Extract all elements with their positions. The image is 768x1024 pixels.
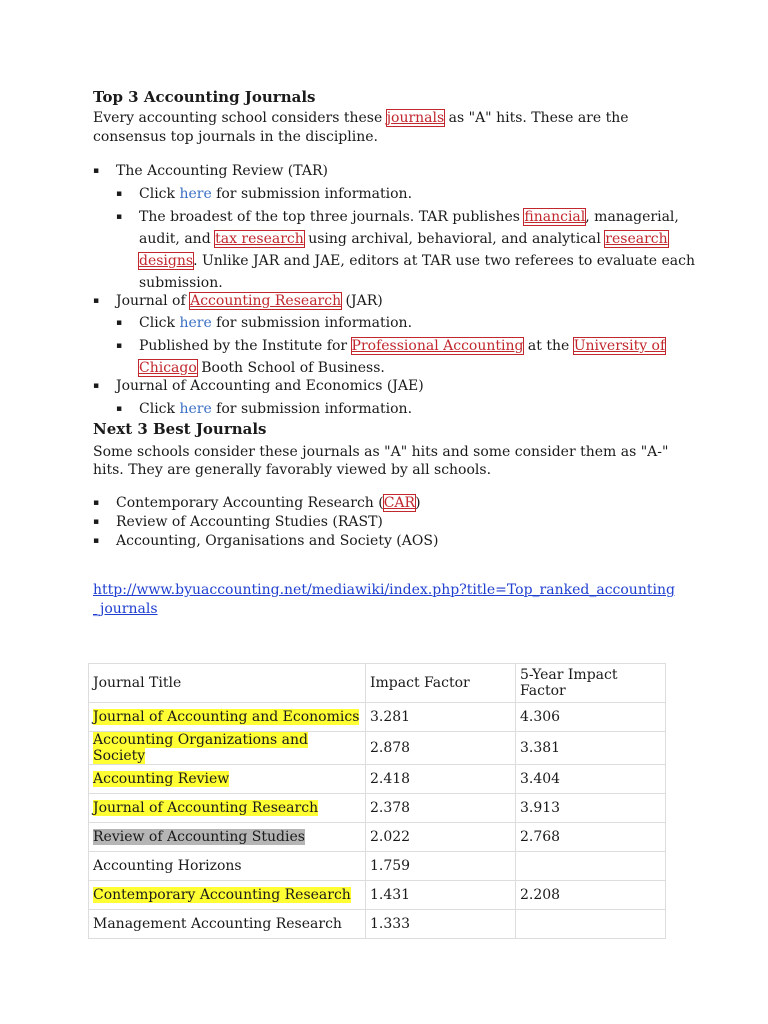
table-row [89, 852, 666, 881]
five-year-impact-cell: 2.208 [516, 881, 666, 910]
next3-intro-line-2: hits. They are generally favorably viewed by all schools. [93, 462, 492, 478]
heading-next-3: Next 3 Best Journals [93, 420, 267, 438]
tar-submission-line: Click here for submission information. [139, 186, 413, 202]
table-row [89, 703, 666, 732]
tar-desc-line-3: designs. Unlike JAR and JAE, editors at TAR use two referees to evaluate each [139, 253, 696, 269]
list-item-car: Contemporary Accounting Research (CAR) [116, 495, 421, 511]
tar-desc-line-2: audit, and tax research using archival, behavioral, and analytical research [139, 231, 668, 247]
jar-desc-line-2: Chicago Booth School of Business. [139, 360, 385, 376]
intro-line-2: consensus top journals in the discipline. [93, 129, 378, 145]
bullet-icon: ▪ [116, 404, 123, 414]
tar-desc-line-4: submission. [139, 275, 223, 291]
impact-factor-cell: 1.333 [366, 910, 516, 939]
header-journal-title: Journal Title [89, 664, 366, 703]
impact-factor-cell: 2.418 [366, 765, 516, 794]
impact-factor-table [88, 663, 666, 939]
jae-here-link[interactable]: here [179, 401, 212, 417]
impact-factor-cell: 2.878 [366, 732, 516, 765]
journal-title-cell: Accounting Horizons [93, 858, 242, 874]
jar-here-link[interactable]: here [179, 315, 212, 331]
journal-title-cell: Management Accounting Research [93, 916, 342, 932]
journals-link[interactable]: journals [386, 110, 445, 126]
list-item-rast: Review of Accounting Studies (RAST) [116, 514, 383, 530]
research-link[interactable]: research [605, 231, 668, 247]
bullet-icon: ▪ [116, 318, 123, 328]
bullet-icon: ▪ [116, 212, 123, 222]
journal-title-cell: Journal of Accounting and Economics [93, 709, 360, 725]
five-year-impact-cell: 4.306 [516, 703, 666, 732]
bullet-icon: ▪ [93, 296, 100, 306]
five-year-impact-cell: 3.404 [516, 765, 666, 794]
bullet-icon: ▪ [93, 517, 100, 527]
journal-title-cell: Accounting Review [93, 771, 230, 787]
list-item-tar: The Accounting Review (TAR) [116, 163, 328, 179]
impact-factor-cell: 2.378 [366, 794, 516, 823]
list-item-aos: Accounting, Organisations and Society (AOS) [116, 533, 439, 549]
list-item-jar: Journal of Accounting Research (JAR) [116, 293, 383, 309]
table-header-row [89, 664, 666, 703]
intro-line-1: Every accounting school considers these journals as "A" hits. These are the [93, 110, 629, 126]
table-row [89, 823, 666, 852]
table-row [89, 732, 666, 765]
bullet-icon: ▪ [93, 166, 100, 176]
professional-accounting-link[interactable]: Professional Accounting [351, 338, 524, 354]
university-of-link[interactable]: University of [573, 338, 666, 354]
source-url-line-1[interactable]: http://www.byuaccounting.net/mediawiki/index.php?title=Top_ranked_accounting [93, 582, 675, 598]
journal-title-cell: Contemporary Accounting Research [93, 887, 351, 903]
five-year-impact-cell [516, 910, 666, 939]
impact-factor-cell: 1.759 [366, 852, 516, 881]
five-year-impact-cell: 2.768 [516, 823, 666, 852]
source-url-line-2[interactable]: _journals [93, 601, 158, 617]
five-year-impact-cell [516, 852, 666, 881]
jae-submission-line: Click here for submission information. [139, 401, 413, 417]
tax-research-link[interactable]: tax research [215, 231, 304, 247]
next3-intro-line-1: Some schools consider these journals as "A" hits and some consider them as "A-" [93, 444, 669, 460]
jar-submission-line: Click here for submission information. [139, 315, 413, 331]
five-year-impact-cell: 3.381 [516, 732, 666, 765]
journal-title-cell: Accounting Organizations and Society [93, 732, 308, 764]
chicago-link[interactable]: Chicago [139, 360, 197, 376]
bullet-icon: ▪ [93, 498, 100, 508]
designs-link[interactable]: designs [139, 253, 194, 269]
table-row [89, 881, 666, 910]
car-link[interactable]: CAR [383, 495, 416, 511]
journal-title-cell: Journal of Accounting Research [93, 800, 319, 816]
accounting-research-link[interactable]: Accounting Research [190, 293, 342, 309]
tar-here-link[interactable]: here [179, 186, 212, 202]
table-row [89, 794, 666, 823]
tar-desc-line-1: The broadest of the top three journals. TAR publishes financial, managerial, [139, 209, 679, 225]
bullet-icon: ▪ [93, 381, 100, 391]
impact-factor-cell: 2.022 [366, 823, 516, 852]
impact-factor-cell: 3.281 [366, 703, 516, 732]
financial-link[interactable]: financial [524, 209, 586, 225]
impact-factor-cell: 1.431 [366, 881, 516, 910]
bullet-icon: ▪ [116, 341, 123, 351]
bullet-icon: ▪ [116, 189, 123, 199]
journal-title-cell: Review of Accounting Studies [93, 829, 305, 845]
heading-top-3: Top 3 Accounting Journals [93, 88, 316, 106]
table-row [89, 910, 666, 939]
table-row [89, 765, 666, 794]
five-year-impact-cell: 3.913 [516, 794, 666, 823]
bullet-icon: ▪ [93, 536, 100, 546]
jar-desc-line-1: Published by the Institute for Professional Accounting at the University of [139, 338, 666, 354]
list-item-jae: Journal of Accounting and Economics (JAE) [116, 378, 424, 394]
header-impact-factor: Impact Factor [366, 664, 516, 703]
header-5yr-impact-factor: 5-Year Impact Factor [516, 664, 666, 703]
